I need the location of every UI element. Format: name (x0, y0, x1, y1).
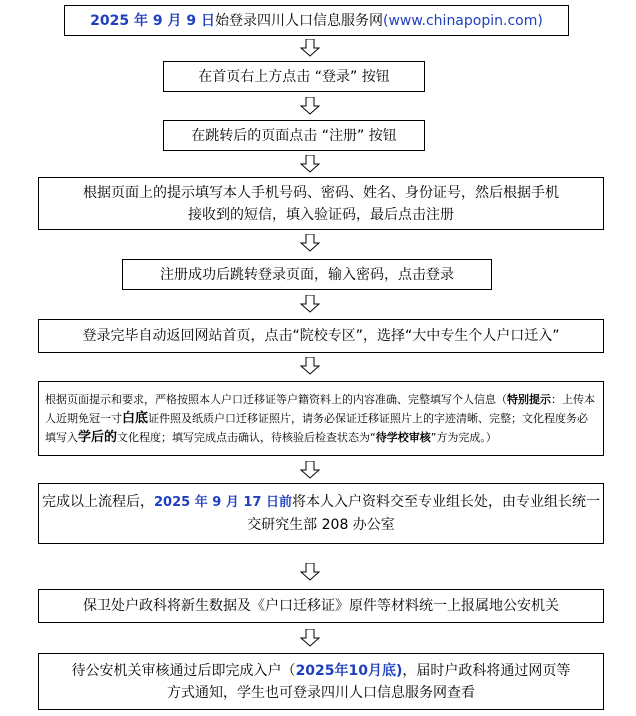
step-3-text: 在跳转后的页面点击 “注册” 按钮 (191, 127, 397, 144)
step-5-box (122, 259, 492, 290)
down-arrow-icon (300, 234, 320, 252)
step-1-text: 始登录四川人口信息服务网 (215, 12, 383, 29)
step-10-line-1: 待公安机关审核通过后即完成入户（2025年10月底)，届时户政科将通过网页等 (71, 662, 571, 679)
step-6-text: 登录完毕自动返回网站首页，点击“院校专区”，选择“大中专生个人户口迁入” (82, 328, 560, 344)
step-8-line-2: 交研究生部 208 办公室 (247, 517, 395, 533)
down-arrow-icon (300, 97, 320, 115)
step-8-box (38, 483, 604, 544)
step-9-text: 保卫处户政科将新生数据及《户口迁移证》原件等材料统一上报属地公安机关 (83, 598, 559, 614)
down-arrow-icon (300, 461, 320, 479)
step-2-box (163, 61, 425, 92)
step-10-box (38, 653, 604, 710)
step-1-url[interactable]: (www.chinapopin.com) (383, 12, 543, 29)
step-4-box (38, 177, 604, 230)
step-1-date: 2025 年 9 月 9 日 (90, 12, 215, 29)
step-4-line-1: 根据页面上的提示填写本人手机号码、密码、姓名、身份证号，然后根据手机 (83, 184, 559, 201)
step-4-line-2: 接收到的短信，填入验证码，最后点击注册 (188, 206, 454, 223)
down-arrow-icon (300, 563, 320, 581)
down-arrow-icon (300, 357, 320, 375)
step-7-text: 根据页面提示和要求，严格按照本人户口迁移证等户籍资料上的内容准确、完整填写个人信息（特别提示：上传本人近期免冠一寸白底证件照及纸质户口迁移证照片，请务必保证迁移证照片上的字迹清晰、完整；文化程度务必填写入学后的文化程度；填写完成点击确认，待核验后检查状态为“待学校审核”方为完成。） (45, 393, 595, 445)
down-arrow-icon (300, 295, 320, 313)
step-7-box (38, 381, 604, 456)
step-2-text: 在首页右上方点击 “登录” 按钮 (198, 68, 390, 85)
down-arrow-icon (300, 39, 320, 57)
down-arrow-icon (300, 629, 320, 647)
step-9-box (38, 589, 604, 623)
down-arrow-icon (300, 155, 320, 173)
step-10-line-2: 方式通知，学生也可登录四川人口信息服务网查看 (167, 684, 475, 701)
step-5-text: 注册成功后跳转登录页面，输入密码，点击登录 (160, 266, 454, 283)
step-3-box (163, 120, 425, 151)
step-6-box (38, 319, 604, 353)
step-8-line-1: 完成以上流程后，2025 年 9 月 17 日前将本人入户资料交至专业组长处，由专业组长统一 (42, 494, 600, 510)
step-1-box (64, 5, 569, 36)
